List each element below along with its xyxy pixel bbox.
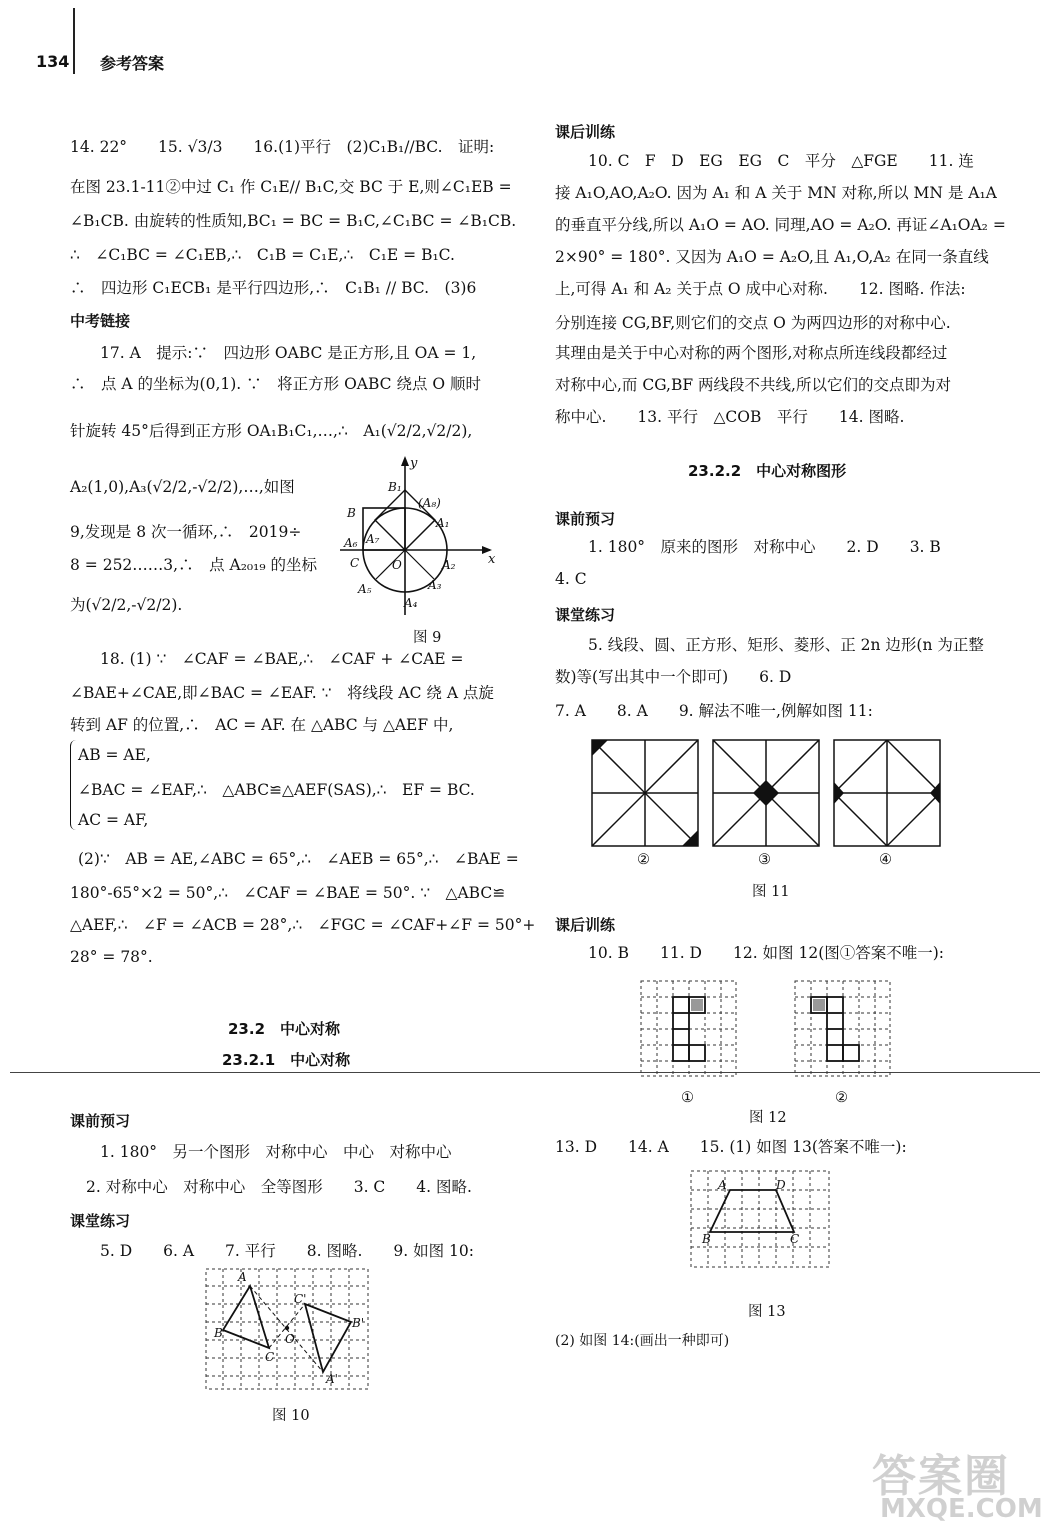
- fig10-label: C: [265, 1350, 275, 1364]
- section-title: 23.2 中心对称: [228, 1020, 341, 1038]
- ktlx-line: 7. A 8. A 9. 解法不唯一,例解如图 11:: [555, 702, 873, 720]
- khxl-line: 分别连接 CG,BF,则它们的交点 O 为两四边形的对称中心.: [555, 314, 951, 332]
- fig9-label: O: [392, 558, 402, 572]
- khxl-line: 称中心. 13. 平行 △COB 平行 14. 图略.: [555, 408, 905, 426]
- q17-line: 9,发现是 8 次一循环,∴ 2019÷: [70, 523, 302, 541]
- fig13-label: B: [702, 1232, 711, 1246]
- last-line: (2) 如图 14:(画出一种即可): [555, 1333, 730, 1349]
- answer-line: 在图 23.1-11②中过 C₁ 作 C₁E// B₁C,交 BC 于 E,则∠C₁EB =: [70, 178, 512, 196]
- kqyx-line: 4. C: [555, 570, 587, 588]
- running-title: 参考答案: [100, 54, 165, 73]
- kqyx-line: 1. 180° 另一个图形 对称中心 中心 对称中心: [100, 1143, 452, 1161]
- fig11-sublabel: ④: [879, 852, 892, 868]
- q18-line: △AEF,∴ ∠F = ∠ACB = 28°,∴ ∠FGC = ∠CAF+∠F = 50°+: [70, 916, 536, 934]
- q18-line: (2)∵ AB = AE,∠ABC = 65°,∴ ∠AEB = 65°,∴ ∠BAE =: [78, 850, 519, 868]
- heading-ketang-lianxi: 课堂练习: [555, 606, 616, 624]
- q17-line: 针旋转 45°后得到正方形 OA₁B₁C₁,…,∴ A₁(√2/2,√2/2),: [70, 422, 473, 440]
- q17-line: 17. A 提示:∵ 四边形 OABC 是正方形,且 OA = 1,: [100, 344, 477, 362]
- answer-line: ∠B₁CB. 由旋转的性质知,BC₁ = BC = B₁C,∠C₁BC = ∠B₁CB.: [70, 212, 517, 230]
- q13-line: 13. D 14. A 15. (1) 如图 13(答案不唯一):: [555, 1138, 907, 1156]
- q18-line: AB = AE,: [78, 746, 151, 764]
- fig10-label: B: [214, 1326, 223, 1340]
- q17-line: 8 = 252……3,∴ 点 A₂₀₁₉ 的坐标: [70, 556, 317, 574]
- kqyx-line: 1. 180° 原来的图形 对称中心 2. D 3. B: [588, 538, 941, 556]
- watermark-logo: 答案圈: [872, 1451, 1010, 1502]
- fig9-label: (A₈): [418, 496, 441, 510]
- watermark-url: MXQE.COM: [880, 1494, 1043, 1524]
- fig10-label: A': [326, 1372, 338, 1386]
- q18-line: 转到 AF 的位置,∴ AC = AF. 在 △ABC 与 △AEF 中,: [70, 716, 454, 734]
- fig9-label: A₄: [404, 596, 418, 610]
- fig9-label: B₁: [388, 480, 402, 494]
- q18-line: 18. (1) ∵ ∠CAF = ∠BAE,∴ ∠CAF + ∠CAE =: [100, 650, 464, 668]
- q18-line: ∠BAE+∠CAE,即∠BAC = ∠EAF. ∵ 将线段 AC 绕 A 点旋: [70, 684, 494, 702]
- heading-kehou-xunlian-2: 课后训练: [555, 916, 616, 934]
- section-title-2322: 23.2.2 中心对称图形: [688, 462, 847, 480]
- figure-13: [690, 1170, 830, 1270]
- q17-line: 为(√2/2,-√2/2).: [70, 596, 183, 614]
- fig12-caption: 图 12: [749, 1110, 787, 1126]
- khxl-line: 的垂直平分线,所以 A₁O = AO. 同理,AO = A₂O. 再证∠A₁OA₂ =: [555, 216, 1006, 234]
- fig9-label: C: [350, 556, 360, 570]
- figure-12: [640, 980, 890, 1080]
- khxl2-line: 10. B 11. D 12. 如图 12(图①答案不唯一):: [588, 944, 945, 962]
- ktlx-line: 5. 线段、圆、正方形、矩形、菱形、正 2n 边形(n 为正整: [588, 636, 984, 654]
- ktlx-line: 数)等(写出其中一个即可) 6. D: [555, 668, 792, 686]
- fig13-label: D: [776, 1178, 786, 1192]
- khxl-line: 2×90° = 180°. 又因为 A₁O = A₂O,且 A₁,O,A₂ 在同一条直线: [555, 248, 989, 266]
- khxl-line: 10. C F D EG EG C 平分 △FGE 11. 连: [588, 152, 974, 170]
- khxl-line: 其理由是关于中心对称的两个图形,对称点所连线段都经过: [555, 344, 948, 362]
- kqyx-line: 2. 对称中心 对称中心 全等图形 3. C 4. 图略.: [86, 1178, 472, 1196]
- q17-line: A₂(1,0),A₃(√2/2,-√2/2),…,如图: [70, 478, 295, 496]
- heading-zhongkao-lianjie: 中考链接: [70, 312, 131, 330]
- fig9-label: A₃: [428, 578, 442, 592]
- fig13-label: A: [718, 1178, 727, 1192]
- q18-line: 28° = 78°.: [70, 948, 153, 966]
- subsection-title: 23.2.1 中心对称: [222, 1051, 351, 1069]
- q17-line: ∴ 点 A 的坐标为(0,1). ∵ 将正方形 OABC 绕点 O 顺时: [70, 375, 482, 393]
- fig9-label: A₁: [436, 516, 450, 530]
- q18-line: 180°-65°×2 = 50°,∴ ∠CAF = ∠BAE = 50°. ∵ △ABC≌: [70, 884, 506, 902]
- fig12-sublabel: ①: [681, 1090, 694, 1106]
- ktlx-line: 5. D 6. A 7. 平行 8. 图略. 9. 如图 10:: [100, 1242, 474, 1260]
- khxl-line: 对称中心,而 CG,BF 两线段不共线,所以它们的交点即为对: [555, 376, 951, 394]
- fig10-caption: 图 10: [272, 1408, 310, 1424]
- fig9-label: A₇: [366, 532, 380, 546]
- heading-keqian-yuxi: 课前预习: [555, 510, 616, 528]
- page-number: 134: [36, 52, 70, 71]
- fig9-label: A₆: [344, 536, 358, 550]
- fig9-label: A₅: [358, 582, 372, 596]
- fig9-label: B: [347, 506, 356, 520]
- heading-kehou-xunlian: 课后训练: [555, 123, 616, 141]
- brace: [70, 740, 77, 830]
- heading-keqian-yuxi: 课前预习: [70, 1112, 131, 1130]
- answer-line: ∴ ∠C₁BC = ∠C₁EB,∴ C₁B = C₁E,∴ C₁E = B₁C.: [70, 246, 455, 264]
- fig13-caption: 图 13: [748, 1304, 786, 1320]
- q18-line: AC = AF,: [78, 811, 149, 829]
- q18-line: ∠BAC = ∠EAF,∴ △ABC≌△AEF(SAS),∴ EF = BC.: [78, 781, 475, 799]
- answer-line: ∴ 四边形 C₁ECB₁ 是平行四边形,∴ C₁B₁ // BC. (3)6: [70, 279, 477, 297]
- fig9-label: x: [488, 552, 496, 567]
- figure-10: [205, 1268, 370, 1393]
- fig11-sublabel: ③: [758, 852, 771, 868]
- fig10-label: O: [285, 1332, 295, 1346]
- fig11-caption: 图 11: [752, 884, 790, 900]
- header-divider: [73, 8, 75, 74]
- answer-line: 14. 22° 15. √3/3 16.(1)平行 (2)C₁B₁//BC. 证明:: [70, 138, 495, 156]
- fig13-label: C: [790, 1232, 800, 1246]
- heading-ketang-lianxi: 课堂练习: [70, 1212, 131, 1230]
- fig12-sublabel: ②: [835, 1090, 848, 1106]
- fig10-label: C': [294, 1292, 307, 1306]
- fig10-label: B': [352, 1316, 365, 1330]
- fig11-sublabel: ②: [637, 852, 650, 868]
- khxl-line: 接 A₁O,AO,A₂O. 因为 A₁ 和 A 关于 MN 对称,所以 MN 是 A₁A: [555, 184, 997, 202]
- fig9-label: y: [410, 456, 418, 471]
- fig10-label: A: [238, 1270, 247, 1284]
- fig9-label: A₂: [442, 558, 456, 572]
- khxl-line: 上,可得 A₁ 和 A₂ 关于点 O 成中心对称. 12. 图略. 作法:: [555, 280, 966, 298]
- fig9-caption: 图 9: [413, 630, 442, 646]
- figure-11: [590, 738, 942, 848]
